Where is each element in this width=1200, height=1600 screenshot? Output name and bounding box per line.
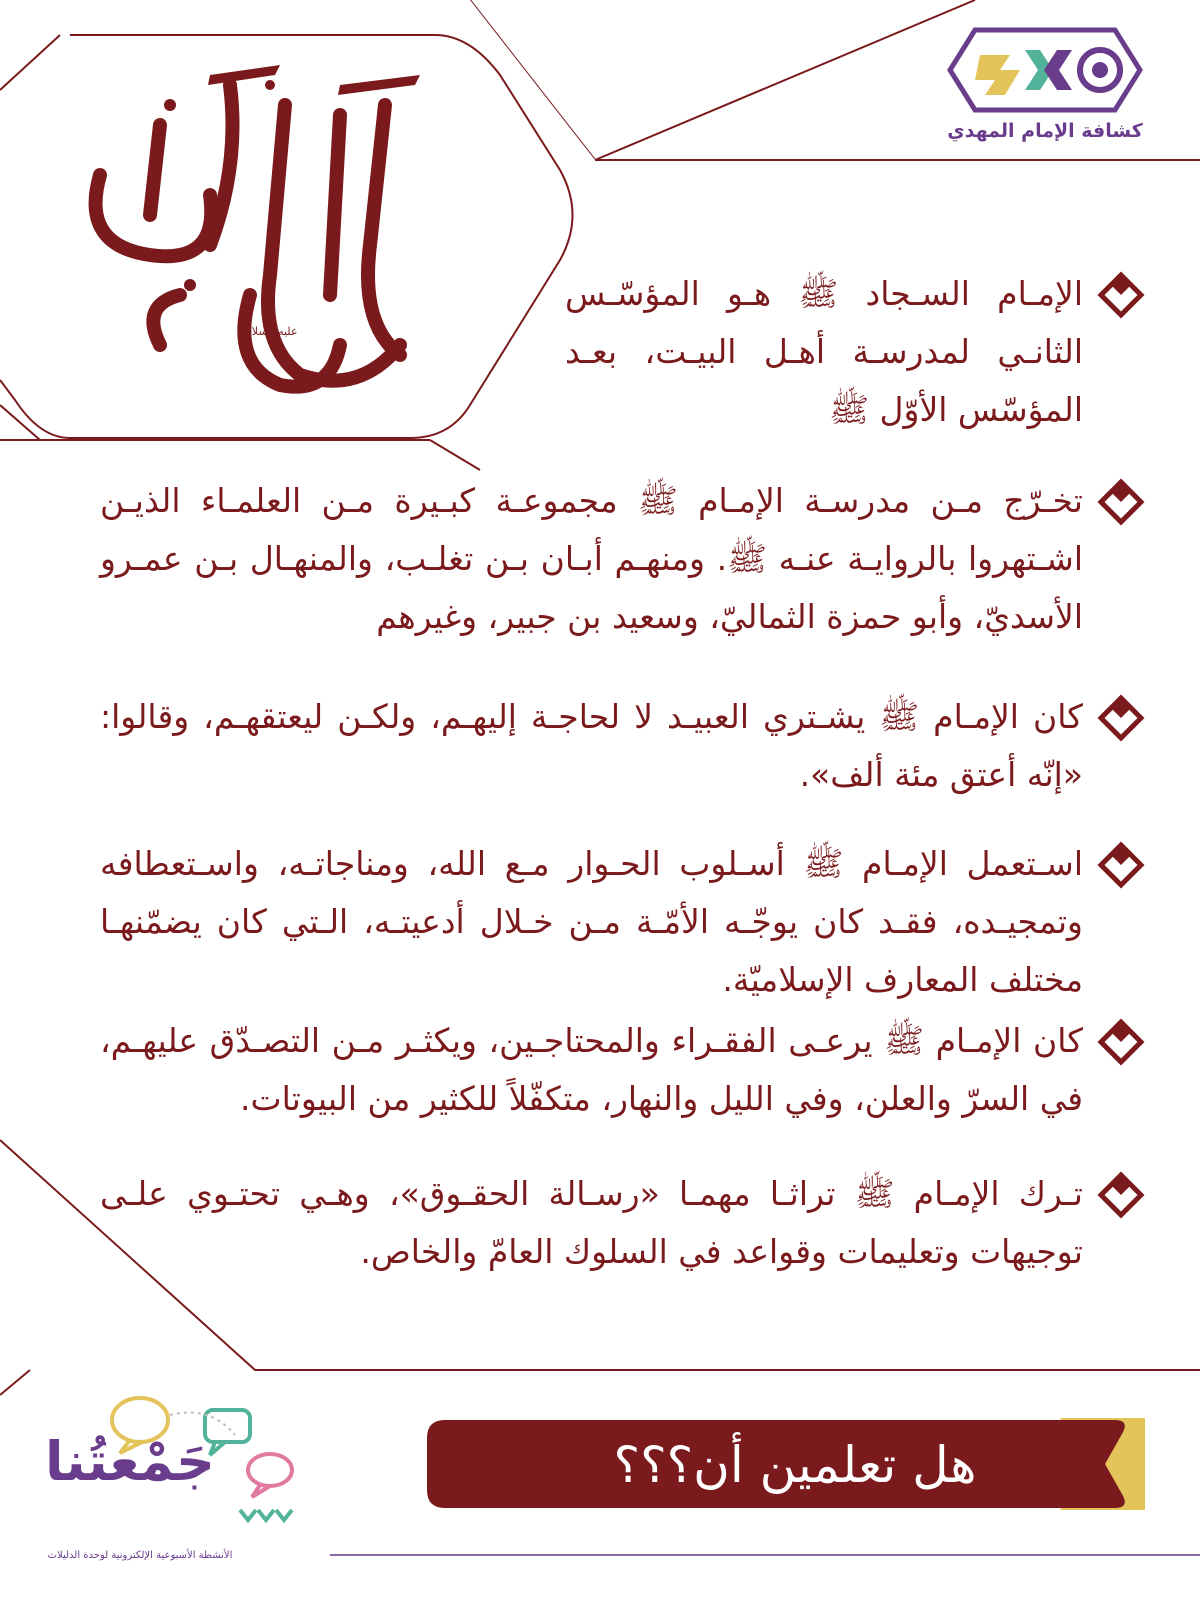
fact-text: تـرك الإمـام ﷺ تراثـا مهمـا «رسـالة الحقـوق»، وهـي تحتـوي علـى توجيهات وتعليمات وقواعد في السلوك العامّ والخاص. [100,1174,1083,1271]
diamond-bullet-icon [1097,1171,1145,1219]
fact-text: اسـتعمل الإمـام ﷺ أسـلوب الحـوار مـع الله، ومناجاتـه، واسـتعطافه وتمجيـده، فقـد كان يوجّـه الأمّـة مـن خـلال أدعيتـه، الـتي كان يضمّنهـا مختلف المعارف الإسلاميّة. [100,844,1083,999]
fact-item-1 [565,265,1145,439]
brand-name: جَمْعتُنا [45,1430,215,1493]
fact-item-4 [100,835,1145,1009]
calligraphy-honorific: عليه السلام [245,325,298,338]
diamond-bullet-icon [1097,271,1145,319]
org-name: كشافة الإمام المهدي [947,120,1143,142]
fact-text: كان الإمـام ﷺ يشـتري العبيـد لا لحاجـة إليهـم، ولكـن ليعتقهـم، وقالوا: «إنّه أعتق مئة ألف». [100,697,1083,794]
diamond-bullet-icon [1097,1018,1145,1066]
question-banner-text: هل تعلمين أن؟؟؟ [613,1436,977,1494]
fact-text: الإمـام السـجاد ﷺ هـو المؤسّـس الثانـي لمدرسـة أهـل البيـت، بعـد المؤسّس الأوّل ﷺ [565,274,1083,429]
fact-item-3 [100,688,1145,804]
fact-item-2 [100,472,1145,646]
fact-text: تخـرّج مـن مدرسـة الإمـام ﷺ مجموعـة كبـيرة مـن العلمـاء الذيـن اشـتهروا بالروايـة عنـه ﷺ. ومنهـم أبـان بـن تغلـب، والمنهـال بـن عمـرو الأسديّ، وأبو حمزة الثماليّ، وسعيد بن جبير، وغيرهم [100,481,1083,636]
diamond-bullet-icon [1097,694,1145,742]
fact-item-6 [100,1165,1145,1281]
fact-text: كان الإمـام ﷺ يرعـى الفقـراء والمحتاجـين، ويكثـر مـن التصـدّق عليهـم، في السرّ والعلن، وفي الليل والنهار، متكفّلاً للكثير من البيوتات. [100,1021,1083,1118]
brand-tagline: الأنشطة الأسبوعية الإلكترونية لوحدة الدليلات [47,1550,233,1561]
diamond-bullet-icon [1097,478,1145,526]
diamond-bullet-icon [1097,841,1145,889]
fact-item-5 [100,1012,1145,1128]
